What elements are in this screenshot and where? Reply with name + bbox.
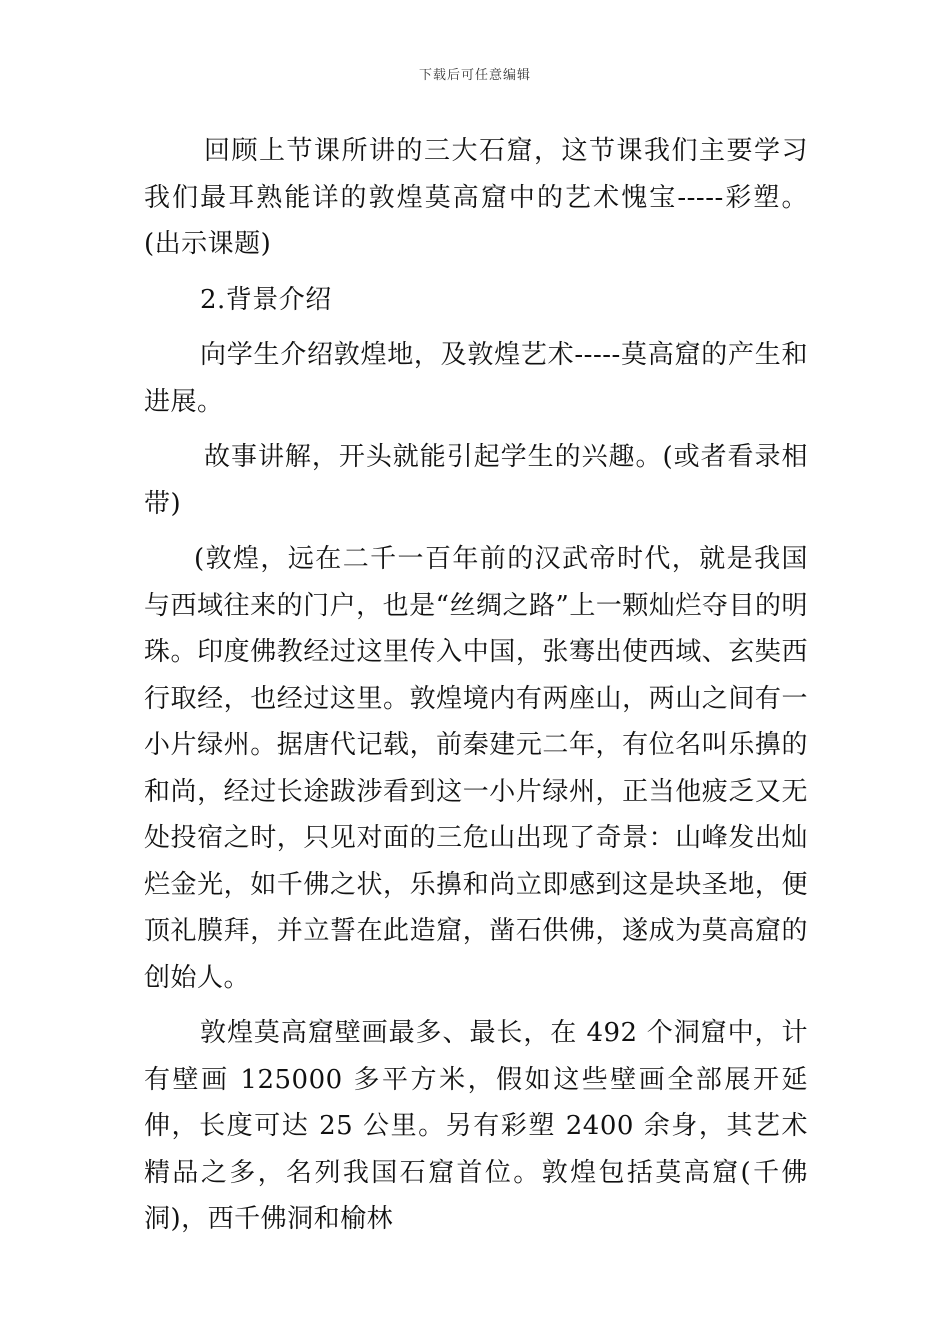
paragraph-section-heading: 2.背景介绍 [200, 284, 332, 315]
paragraph-dunhuang-history: (敦煌，远在二千一百年前的汉武帝时代，就是我国与西域往来的门户，也是“丝绸之路”上一颗灿烂夺目的明珠。印度佛教经过这里传入中国，张骞出使西域、玄奘西行取经，也经过这里。敦煌境内有两座山，两山之间有一小片绿州。据唐代记载，前秦建元二年，有位名叫乐擤的和尚，经过长途跋涉看到这一小片绿州，正当他疲乏又无处投宿之时，只见对面的三危山出现了奇景：山峰发出灿烂金光，如千佛之状，乐擤和尚立即感到这是块圣地，便顶礼膜拜，并立誓在此造窟，凿石供佛，遂成为莫高窟的创始人。 [144, 544, 808, 993]
paragraph-story: 故事讲解，开头就能引起学生的兴趣。(或者看录相带) [144, 442, 808, 519]
paragraph-murals: 敦煌莫高窟壁画最多、最长，在 492 个洞窟中，计有壁画 125000 多平方米，假如这些壁画全部展开延伸，长度可达 25 公里。另有彩塑 2400 余身，其艺术精品之多，名列我国石窟首位。敦煌包括莫高窟(千佛洞)，西千佛洞和榆林 [144, 1018, 808, 1234]
paragraph-intro: 向学生介绍敦煌地，及敦煌艺术-----莫高窟的产生和进展。 [144, 340, 808, 417]
page-header: 下载后可任意编辑 [418, 68, 531, 83]
paragraph-review: 回顾上节课所讲的三大石窟，这节课我们主要学习我们最耳熟能详的敦煌莫高窟中的艺术愧宝-----彩塑。(出示课题) [144, 136, 808, 259]
document-body [144, 128, 808, 1252]
